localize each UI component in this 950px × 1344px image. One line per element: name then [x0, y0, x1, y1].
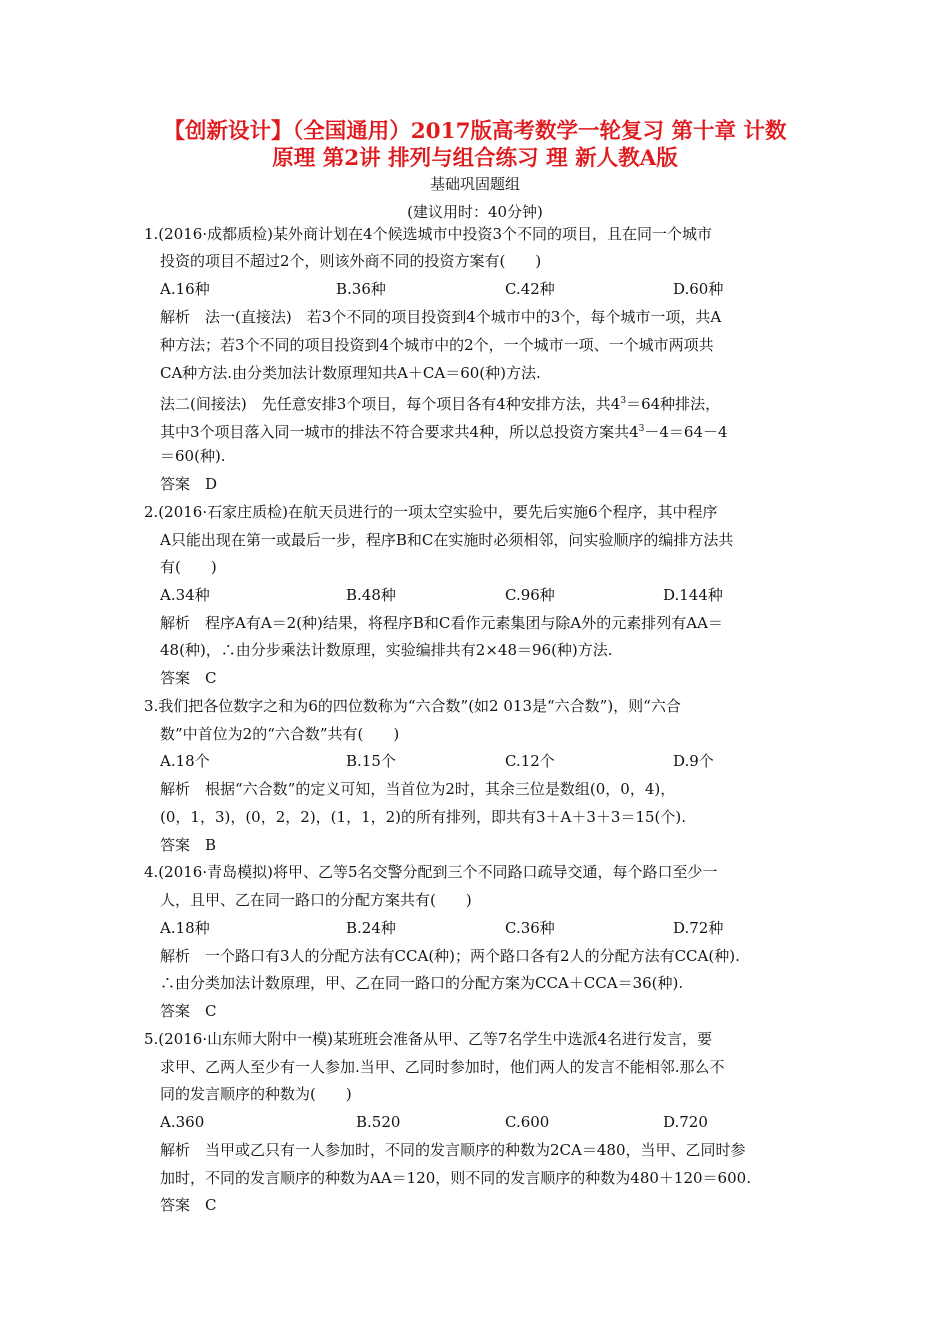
q5-option-b: B.520: [356, 1113, 401, 1131]
q3-answer: 答案 B: [160, 836, 217, 854]
q2-answer: 答案 C: [160, 669, 217, 687]
q5-option-d: D.720: [663, 1113, 708, 1131]
q1-option-c: C.42种: [505, 280, 555, 298]
q3-analysis-2: (0，1，3)，(0，2，2)，(1，1，2)的所有排列，即共有3＋A＋3＋3＝15(个).: [160, 808, 687, 826]
q1-analysis-5-post: －4＝64－4: [644, 423, 728, 441]
q5-line-2: 求甲、乙两人至少有一人参加.当甲、乙同时参加时，他们两人的发言不能相邻.那么不: [160, 1058, 725, 1076]
q5-option-c: C.600: [505, 1113, 550, 1131]
q1-analysis-6: ＝60(种).: [160, 447, 226, 465]
q3-option-a: A.18个: [160, 752, 210, 770]
q4-option-a: A.18种: [160, 919, 210, 937]
q5-analysis-2: 加时，不同的发言顺序的种数为AA＝120，则不同的发言顺序的种数为480＋120＝600.: [160, 1169, 751, 1187]
q2-analysis-2: 48(种)，∴由分步乘法计数原理，实验编排共有2×48＝96(种)方法.: [160, 641, 613, 659]
q1-analysis-5-exp: 3: [638, 424, 645, 434]
q1-line-2: 投资的项目不超过2个，则该外商不同的投资方案有( ): [160, 252, 542, 270]
q4-analysis-2: ∴由分类加法计数原理，甲、乙在同一路口的分配方案为CCA＋CCA＝36(种).: [160, 974, 684, 992]
q1-option-b: B.36种: [336, 280, 386, 298]
q1-analysis-3: CA种方法.由分类加法计数原理知共A＋CA＝60(种)方法.: [160, 364, 541, 382]
q1-analysis-5: [160, 419, 728, 442]
q1-analysis-4-exp: 3: [620, 396, 627, 406]
q2-option-c: C.96种: [505, 586, 555, 604]
q3-line-2: 数”中首位为2的“六合数”共有( ): [160, 725, 400, 743]
q4-option-b: B.24种: [346, 919, 396, 937]
q1-answer: 答案 D: [160, 475, 218, 493]
document-title: [120, 118, 830, 172]
q5-answer: 答案 C: [160, 1196, 217, 1214]
q4-option-d: D.72种: [673, 919, 724, 937]
q5-line-3: 同的发言顺序的种数为( ): [160, 1085, 352, 1103]
q1-analysis-5-pre: 其中3个项目落入同一城市的排法不符合要求共4种，所以总投资方案共4: [160, 423, 639, 441]
q1-line-1: 1.(2016·成都质检)某外商计划在4个候选城市中投资3个不同的项目，且在同一个城市: [144, 225, 713, 243]
q3-line-1: 3.我们把各位数字之和为6的四位数称为“六合数”(如2 013是“六合数”)，则“六合: [144, 697, 681, 715]
q1-analysis-4: [160, 391, 720, 414]
q2-line-2: A只能出现在第一或最后一步，程序B和C在实施时必须相邻，问实验顺序的编排方法共: [160, 531, 734, 549]
q4-line-1: 4.(2016·青岛模拟)将甲、乙等5名交警分配到三个不同路口疏导交通，每个路口至少一: [144, 863, 718, 881]
q1-analysis-2: 种方法；若3个不同的项目投资到4个城市中的2个，一个城市一项、一个城市两项共: [160, 336, 714, 354]
q2-line-3: 有( ): [160, 558, 217, 576]
q3-option-d: D.9个: [673, 752, 714, 770]
q2-option-a: A.34种: [160, 586, 210, 604]
q3-option-b: B.15个: [346, 752, 396, 770]
title-line-2: 原理 第2讲 排列与组合练习 理 新人教A版: [272, 146, 678, 171]
q1-option-d: D.60种: [673, 280, 724, 298]
q1-analysis-4-pre: 法二(间接法) 先任意安排3个项目，每个项目各有4种安排方法，共4: [160, 395, 621, 413]
q4-answer: 答案 C: [160, 1002, 217, 1020]
title-line-1: 【创新设计】（全国通用）2017版高考数学一轮复习 第十章 计数: [163, 119, 787, 144]
q4-line-2: 人，且甲、乙在同一路口的分配方案共有( ): [160, 891, 472, 909]
q1-option-a: A.16种: [160, 280, 210, 298]
q3-analysis-1: 解析 根据“六合数”的定义可知，当首位为2时，其余三位是数组(0，0，4)，: [160, 780, 676, 798]
q5-option-a: A.360: [160, 1113, 205, 1131]
q5-analysis-1: 解析 当甲或乙只有一人参加时，不同的发言顺序的种数为2CA＝480，当甲、乙同时参: [160, 1141, 746, 1159]
q2-line-1: 2.(2016·石家庄质检)在航天员进行的一项太空实验中，要先后实施6个程序，其中程序: [144, 503, 718, 521]
q1-analysis-4-post: ＝64种排法，: [626, 395, 721, 413]
q1-analysis-1: 解析 法一(直接法) 若3个不同的项目投资到4个城市中的3个，每个城市一项，共A: [160, 308, 722, 326]
q2-option-b: B.48种: [346, 586, 396, 604]
q3-option-c: C.12个: [505, 752, 555, 770]
q4-option-c: C.36种: [505, 919, 555, 937]
q2-option-d: D.144种: [663, 586, 723, 604]
q4-analysis-1: 解析 一个路口有3人的分配方法有CCA(种)；两个路口各有2人的分配方法有CCA(种).: [160, 947, 740, 965]
q2-analysis-1: 解析 程序A有A＝2(种)结果，将程序B和C看作元素集团与除A外的元素排列有AA＝: [160, 614, 723, 632]
time-hint: (建议用时：40分钟): [407, 203, 543, 221]
q5-line-1: 5.(2016·山东师大附中一模)某班班会准备从甲、乙等7名学生中选派4名进行发言，要: [144, 1030, 713, 1048]
section-heading: 基础巩固题组: [429, 175, 520, 193]
